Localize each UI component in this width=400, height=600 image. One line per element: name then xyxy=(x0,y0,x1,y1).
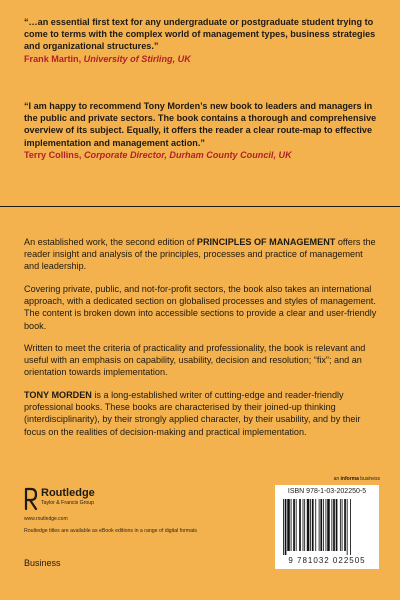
p1-intro: An established work, the second edition of xyxy=(24,237,197,247)
quote-1-attribution xyxy=(24,53,380,65)
quote-1 xyxy=(24,16,380,65)
quote-2-role: Corporate Director, Durham County Council, UK xyxy=(83,149,292,160)
publisher-subtitle: Taylor & Francis Group xyxy=(41,500,95,506)
author-bio-text: is a long-established writer of cutting-edge and reader-friendly professional books. These books are characterised by their joined-up thinking (interdisciplinarity), by their strongly applied character, by their usability, and by their focus on the realities of decision-making and practical implementation. xyxy=(24,390,361,437)
p1-rest: offers the reader insight and analysis of the principles, processes and practice of management and leadership. xyxy=(24,237,376,272)
quote-2 xyxy=(24,100,380,161)
quote-2-name: Terry Collins, xyxy=(24,149,82,160)
ebook-note: Routledge titles are available as eBook editions in a range of digital formats xyxy=(24,528,198,534)
quote-1-role: University of Stirling, UK xyxy=(83,53,191,64)
isbn-label: ISBN 978-1-03-202250-5 xyxy=(287,488,367,495)
barcode-bars xyxy=(281,499,373,555)
barcode xyxy=(275,485,379,569)
informa-business-label xyxy=(334,476,380,482)
author-name: TONY MORDEN xyxy=(24,390,92,400)
quote-1-text: “…an essential first text for any undergraduate or postgraduate student trying to come to terms with the complex world of management types, business strategies and organizational structures.” xyxy=(24,17,376,52)
publisher-name: Routledge xyxy=(41,487,95,499)
divider xyxy=(0,206,400,207)
author-bio xyxy=(24,389,380,438)
quote-2-attribution xyxy=(24,149,380,161)
informa-suffix: business xyxy=(358,476,380,482)
informa-brand: informa xyxy=(340,476,359,482)
book-title: PRINCIPLES OF MANAGEMENT xyxy=(196,237,336,247)
informa-prefix: an xyxy=(333,476,341,482)
routledge-r-icon xyxy=(24,487,38,511)
quote-2-text: “I am happy to recommend Tony Morden’s new book to leaders and managers in the public and private sectors. The book contains a thorough and comprehensive overview of its subject. Equally, it offers the reader a clear route-map to effective implementation and management action.” xyxy=(24,101,377,148)
publisher-url[interactable]: www.routledge.com xyxy=(24,516,68,522)
category-label: Business xyxy=(24,558,61,568)
quote-1-name: Frank Martin, xyxy=(24,53,82,64)
description-paragraph-1 xyxy=(24,236,380,273)
description-paragraph-3: Written to meet the criteria of practicality and professionality, the book is relevant and useful with an emphasis on capability, usability, decision and resolution; “fix”; and an orientation towards implementation. xyxy=(24,343,366,378)
barcode-digits: 9 781032 022505 xyxy=(288,556,366,565)
description-paragraph-2: Covering private, public, and not-for-profit sectors, the book also takes an international approach, with a dedicated section on globalised processes and styles of management. The content is broken down into accessible sections to provide a clear and user-friendly book. xyxy=(24,284,377,331)
